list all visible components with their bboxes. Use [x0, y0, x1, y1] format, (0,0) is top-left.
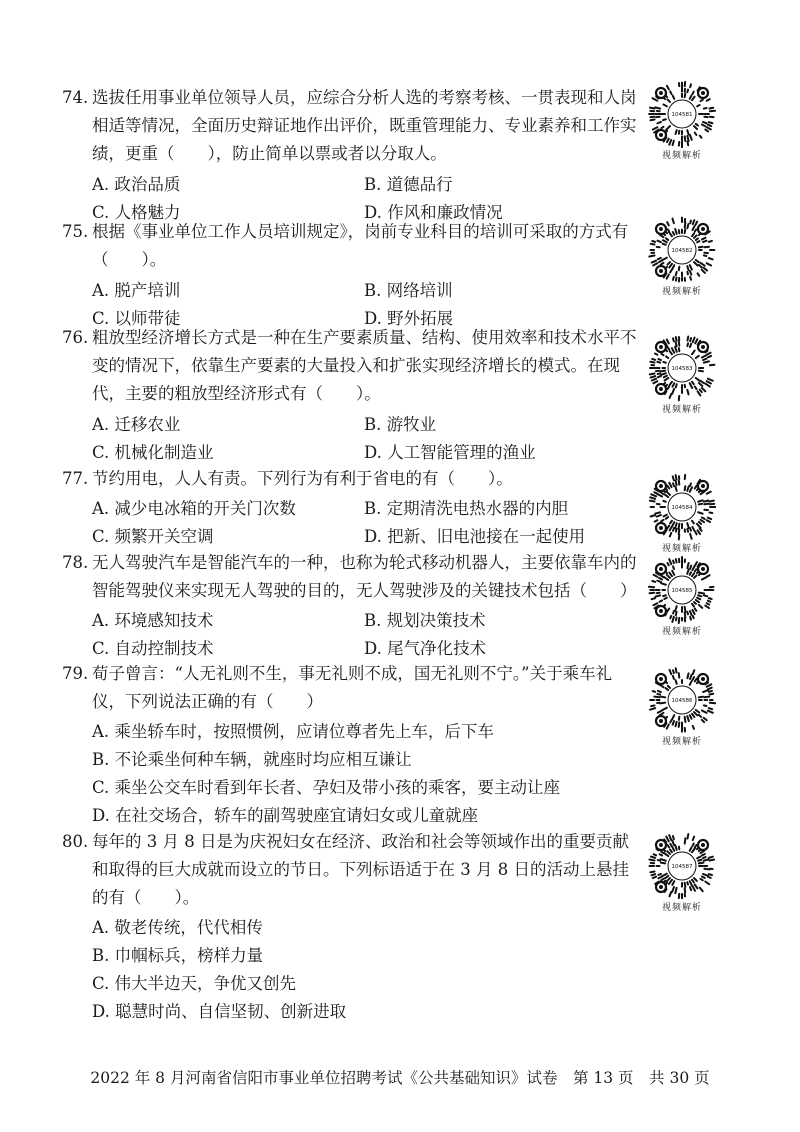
option-d: D. 聪慧时尚、自信坚韧、创新进取 [92, 1002, 347, 1021]
page-footer: 2022 年 8 月河南省信阳市事业单位招聘考试《公共基础知识》试卷 第 13 页 共 30 页 [90, 1069, 710, 1087]
question-80 [62, 828, 642, 1026]
qr-code-number: 104586 [671, 698, 693, 704]
option-c: C. 乘坐公交车时看到年长者、孕妇及带小孩的乘客，要主动让座 [92, 778, 561, 797]
option-a: A. 脱产培训 [92, 281, 181, 300]
option-b: B. 游牧业 [364, 415, 437, 434]
option-a: A. 环境感知技术 [92, 611, 214, 630]
options [92, 914, 642, 1026]
qr-code-number: 104583 [671, 366, 693, 372]
question-stem [62, 465, 642, 493]
mini-program-code-icon [648, 80, 716, 148]
option-b: B. 网络培训 [364, 281, 453, 300]
option-a: A. 乘坐轿车时，按照惯例，应请位尊者先上车，后下车 [92, 722, 494, 741]
qr-code-74[interactable] [648, 80, 716, 161]
mini-program-code-icon [648, 473, 716, 541]
option-c: C. 自动控制技术 [92, 639, 214, 658]
option-b: B. 定期清洗电热水器的内胆 [364, 499, 569, 518]
question-text: 无人驾驶汽车是智能汽车的一种，也称为轮式移动机器人，主要依靠车内的智能驾驶仪来实现无人驾驶的目的，无人驾驶涉及的关键技术包括（ ） [92, 553, 637, 600]
question-stem [62, 828, 642, 912]
option-b: B. 不论乘坐何种车辆，就座时均应相互谦让 [92, 750, 412, 769]
question-number: 74. [62, 88, 89, 107]
mini-program-code-icon [648, 556, 716, 624]
option-a: A. 敬老传统，代代相传 [92, 918, 263, 937]
qr-caption: 视频解析 [661, 151, 702, 161]
option-d: D. 在社交场合，轿车的副驾驶座宜请妇女或儿童就座 [92, 806, 479, 825]
question-text: 荀子曾言：“人无礼则不生，事无礼则不成，国无礼则不宁。”关于乘车礼仪，下列说法正确的有（ ） [92, 664, 613, 711]
option-b: B. 规划决策技术 [364, 611, 486, 630]
qr-code-78[interactable] [648, 556, 716, 637]
options [92, 495, 642, 551]
question-text: 节约用电，人人有责。下列行为有利于省电的有（ ）。 [92, 469, 513, 488]
option-a: A. 政治品质 [92, 175, 181, 194]
options [92, 718, 642, 830]
option-d: D. 尾气净化技术 [364, 639, 487, 658]
question-number: 76. [62, 328, 89, 347]
question-stem [62, 660, 642, 716]
question-text: 每年的 3 月 8 日是为庆祝妇女在经济、政治和社会等领域作出的重要贡献和取得的巨大成就而设立的节日。下列标语适于在 3 月 8 日的活动上悬挂的有（ ）。 [92, 832, 629, 907]
qr-caption: 视频解析 [661, 737, 702, 747]
qr-caption: 视频解析 [661, 627, 702, 637]
question-stem [62, 84, 642, 168]
mini-program-code-icon [648, 666, 716, 734]
question-74 [62, 84, 642, 227]
question-79 [62, 660, 642, 830]
qr-code-76[interactable] [648, 334, 716, 415]
option-c: C. 频繁开关空调 [92, 527, 214, 546]
qr-caption: 视频解析 [661, 405, 702, 415]
option-c: C. 伟大半边天，争优又创先 [92, 974, 297, 993]
question-number: 78. [62, 553, 89, 572]
qr-code-77[interactable] [648, 473, 716, 554]
option-c: C. 以师带徒 [92, 309, 181, 328]
option-b: B. 道德品行 [364, 175, 453, 194]
mini-program-code-icon [648, 216, 716, 284]
qr-code-number: 104585 [671, 588, 693, 594]
question-number: 75. [62, 222, 89, 241]
question-stem [62, 549, 642, 605]
option-b: B. 巾帼标兵，榜样力量 [92, 946, 264, 965]
question-number: 77. [62, 469, 89, 488]
option-d: D. 把新、旧电池接在一起使用 [364, 527, 586, 546]
qr-code-number: 104587 [671, 864, 693, 870]
option-d: D. 人工智能管理的渔业 [364, 443, 536, 462]
options [92, 607, 642, 663]
qr-caption: 视频解析 [661, 544, 702, 554]
qr-code-number: 104582 [671, 248, 693, 254]
question-77 [62, 465, 642, 551]
qr-caption: 视频解析 [661, 903, 702, 913]
option-c: C. 人格魅力 [92, 203, 181, 222]
qr-code-number: 104581 [671, 112, 693, 118]
qr-code-80[interactable] [648, 832, 716, 913]
option-c: C. 机械化制造业 [92, 443, 214, 462]
question-75 [62, 218, 642, 333]
option-d: D. 野外拓展 [364, 309, 454, 328]
question-number: 79. [62, 664, 89, 683]
option-a: A. 迁移农业 [92, 415, 181, 434]
qr-code-79[interactable] [648, 666, 716, 747]
option-a: A. 减少电冰箱的开关门次数 [92, 499, 296, 518]
option-d: D. 作风和廉政情况 [364, 203, 503, 222]
options [92, 411, 642, 467]
mini-program-code-icon [648, 334, 716, 402]
question-text: 根据《事业单位工作人员培训规定》，岗前专业科目的培训可采取的方式有（ ）。 [92, 222, 629, 269]
question-stem [62, 218, 642, 274]
question-78 [62, 549, 642, 663]
question-76 [62, 324, 642, 467]
question-stem [62, 324, 642, 408]
question-number: 80. [62, 832, 89, 851]
question-text: 粗放型经济增长方式是一种在生产要素质量、结构、使用效率和技术水平不变的情况下，依靠生产要素的大量投入和扩张实现经济增长的模式。在现代，主要的粗放型经济形式有（ ）。 [92, 328, 637, 403]
qr-code-75[interactable] [648, 216, 716, 297]
mini-program-code-icon [648, 832, 716, 900]
qr-caption: 视频解析 [661, 287, 702, 297]
qr-code-number: 104584 [671, 505, 693, 511]
question-text: 选拔任用事业单位领导人员，应综合分析人选的考察考核、一贯表现和人岗相适等情况，全面历史辩证地作出评价，既重管理能力、专业素养和工作实绩，更重（ ），防止简单以票或者以分取人。 [92, 88, 637, 163]
